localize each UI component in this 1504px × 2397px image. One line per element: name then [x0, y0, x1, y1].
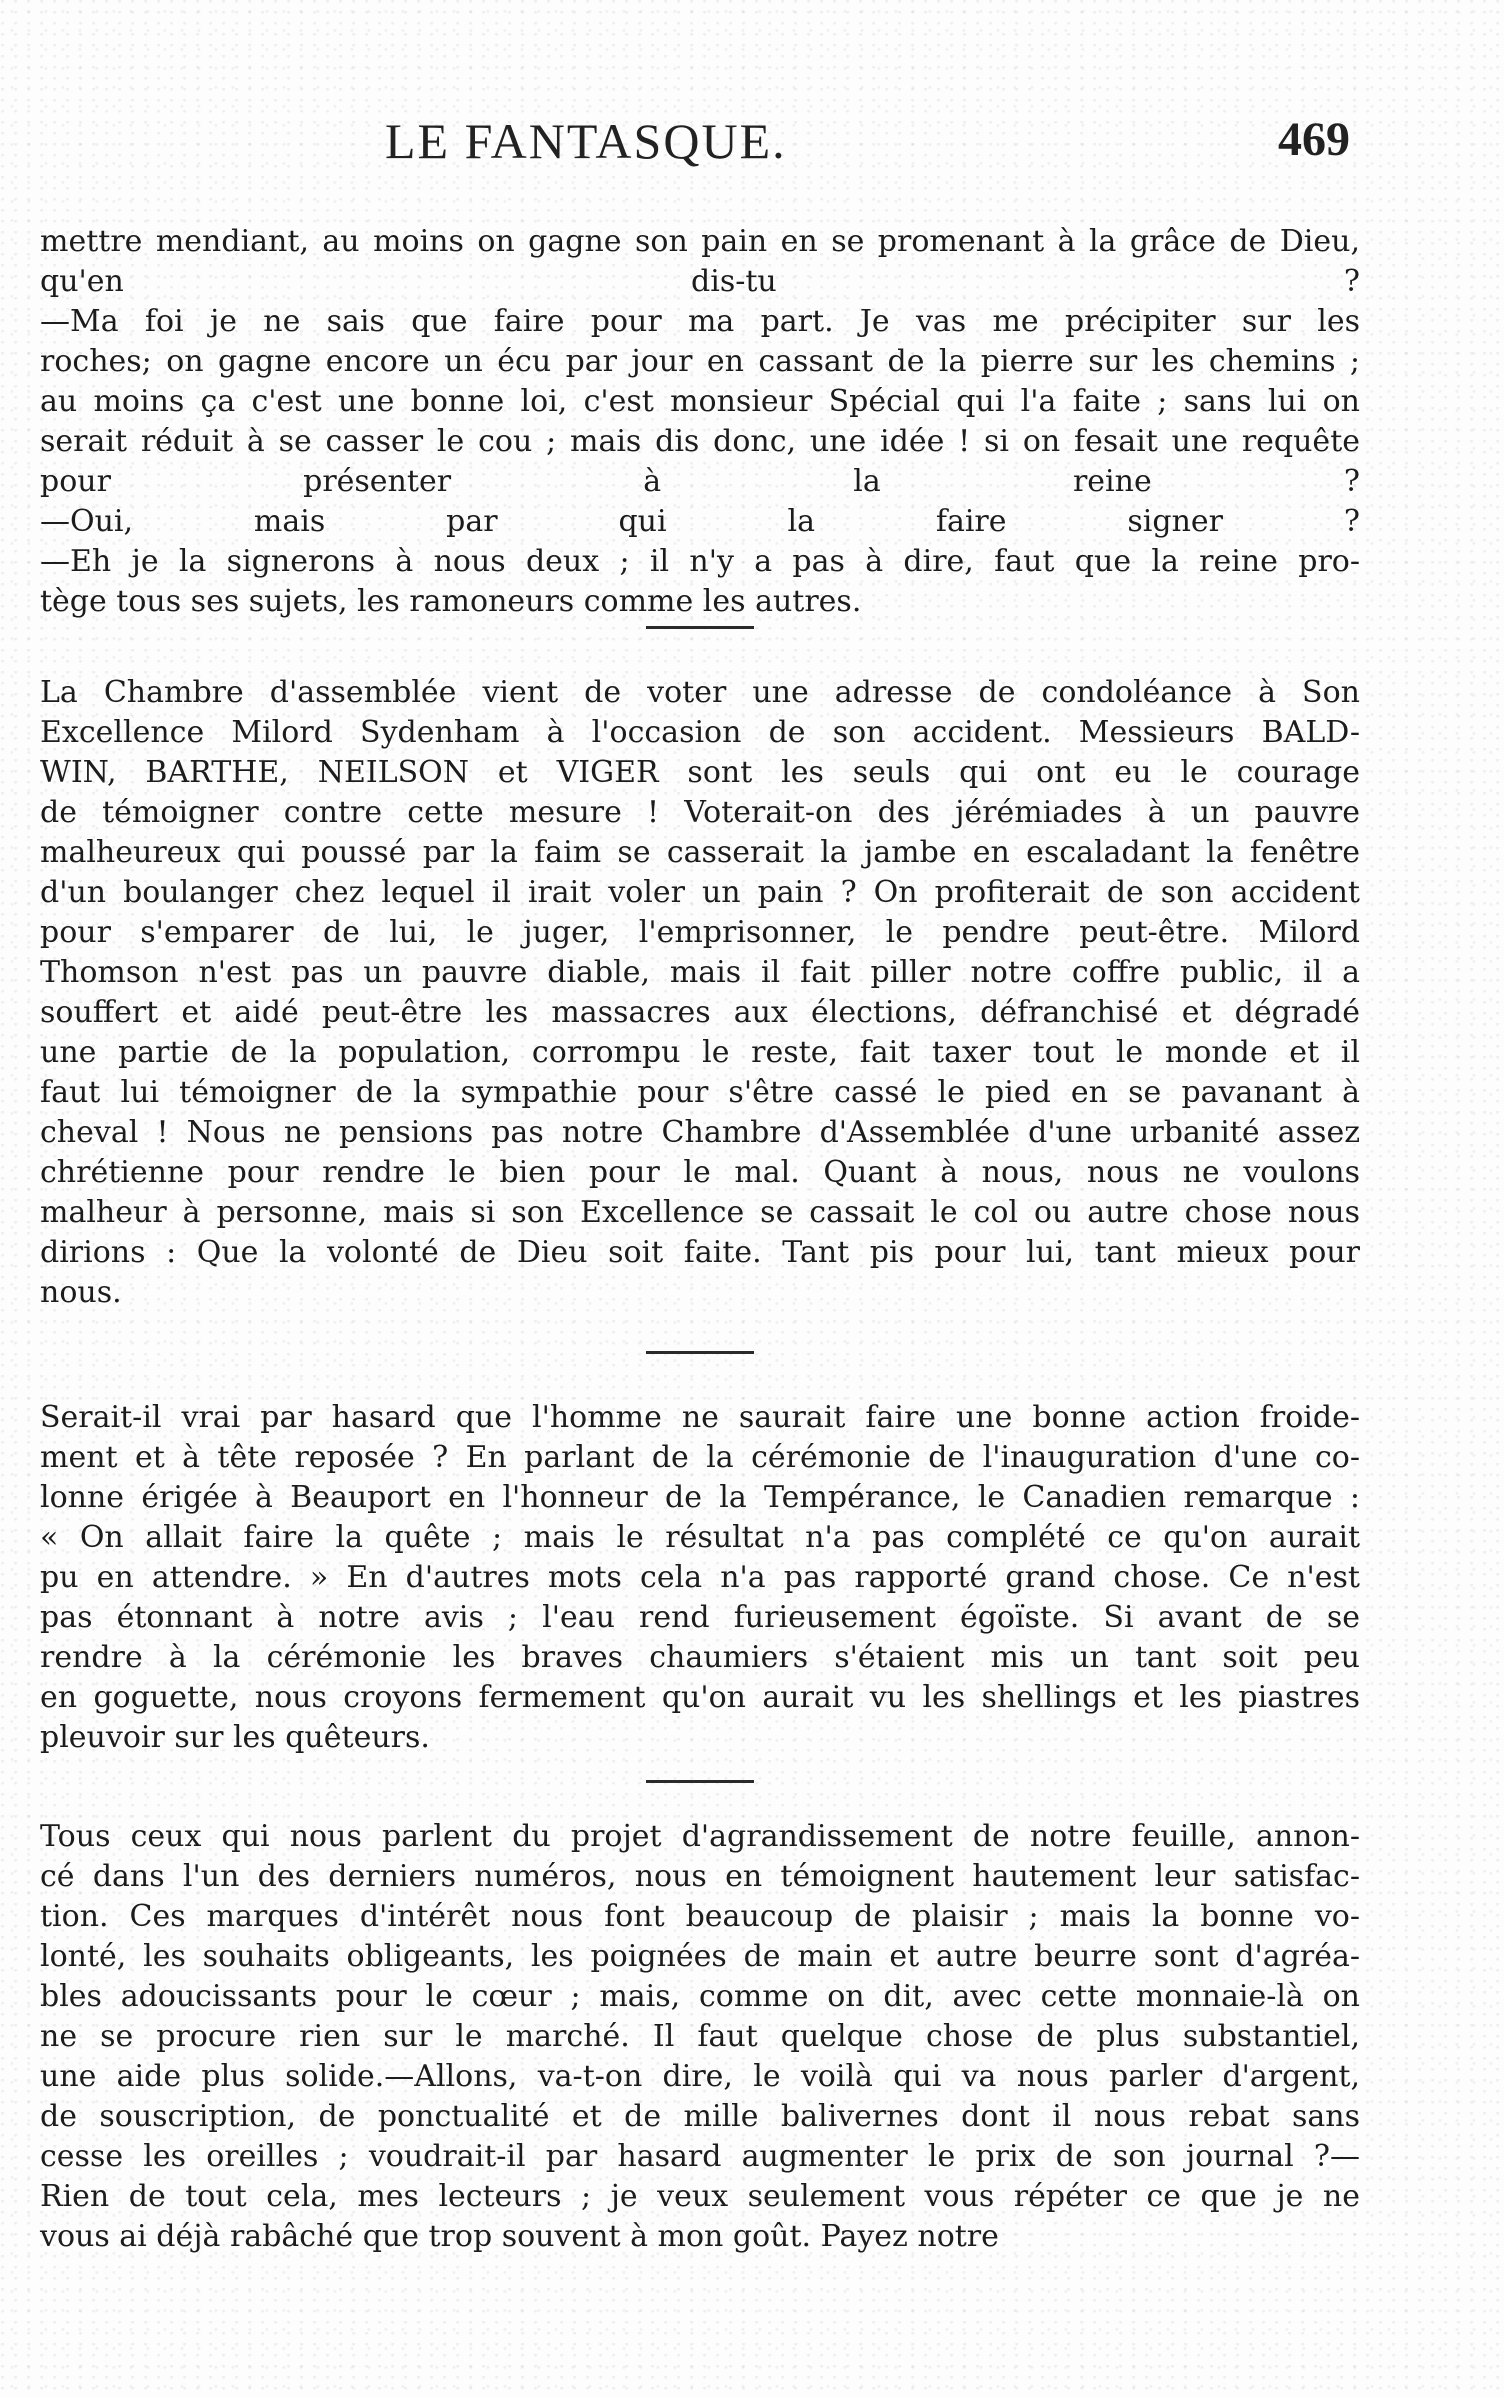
- text-line: chrétienne pour rendre le bien pour le mal. Quant à nous, nous ne voulons: [40, 1155, 1360, 1190]
- text-line: dirions : Que la volonté de Dieu soit faite. Tant pis pour lui, tant mieux pour: [40, 1235, 1360, 1270]
- text-line: « On allait faire la quête ; mais le résultat n'a pas complété ce qu'on aurait: [40, 1520, 1360, 1555]
- text-line: une partie de la population, corrompu le reste, fait taxer tout le monde et il: [40, 1035, 1360, 1070]
- text-line: malheur à personne, mais si son Excellence se cassait le col ou autre chose nous: [40, 1195, 1360, 1230]
- text-line: cé dans l'un des derniers numéros, nous en témoignent hautement leur satisfac-: [40, 1859, 1360, 1894]
- text-line: roches; on gagne encore un écu par jour en cassant de la pierre sur les chemins ;: [40, 344, 1360, 379]
- text-line: rendre à la cérémonie les braves chaumiers s'étaient mis un tant soit peu: [40, 1640, 1360, 1675]
- text-line: ne se procure rien sur le marché. Il faut quelque chose de plus substantiel,: [40, 2019, 1360, 2054]
- text-line: lonté, les souhaits obligeants, les poignées de main et autre beurre sont d'agréa-: [40, 1939, 1360, 1974]
- text-line: pu en attendre. » En d'autres mots cela n'a pas rapporté grand chose. Ce n'est: [40, 1560, 1360, 1595]
- text-line: —Ma foi je ne sais que faire pour ma part. Je vas me précipiter sur les: [40, 304, 1360, 339]
- temperance-paragraph: [40, 1398, 1360, 1758]
- running-title: LE FANTASQUE.: [385, 113, 787, 169]
- text-line: lonne érigée à Beauport en l'honneur de la Tempérance, le Canadien remarque :: [40, 1480, 1360, 1515]
- text-line: tège tous ses sujets, les ramoneurs comme les autres.: [40, 584, 862, 619]
- text-line: pleuvoir sur les quêteurs.: [40, 1720, 430, 1755]
- text-line: nous.: [40, 1275, 122, 1310]
- text-line: mettre mendiant, au moins on gagne son pain en se promenant à la grâce de Dieu,: [40, 224, 1360, 259]
- text-line: serait réduit à se casser le cou ; mais dis donc, une idée ! si on fesait une requête: [40, 424, 1360, 459]
- text-line: au moins ça c'est une bonne loi, c'est monsieur Spécial qui l'a faite ; sans lui on: [40, 384, 1360, 419]
- assembly-paragraph: [40, 673, 1360, 1313]
- text-line: ment et à tête reposée ? En parlant de la cérémonie de l'inauguration d'une co-: [40, 1440, 1360, 1475]
- text-line: WIN, BARTHE, NEILSON et VIGER sont les seuls qui ont eu le courage: [40, 755, 1360, 790]
- text-line: souffert et aidé peut-être les massacres aux élections, défranchisé et dégradé: [40, 995, 1360, 1030]
- section-rule: [646, 1351, 754, 1354]
- page-number: 469: [1278, 113, 1350, 166]
- text-line: Serait-il vrai par hasard que l'homme ne saurait faire une bonne action froide-: [40, 1400, 1360, 1435]
- text-line: La Chambre d'assemblée vient de voter une adresse de condoléance à Son: [40, 675, 1360, 710]
- text-line: malheureux qui poussé par la faim se casserait la jambe en escaladant la fenêtre: [40, 835, 1360, 870]
- text-line: vous ai déjà rabâché que trop souvent à mon goût. Payez notre: [40, 2219, 999, 2254]
- text-line: cesse les oreilles ; voudrait-il par hasard augmenter le prix de son journal ?—: [40, 2139, 1360, 2174]
- text-line: pour s'emparer de lui, le juger, l'emprisonner, le pendre peut-être. Milord: [40, 915, 1360, 950]
- text-line: en goguette, nous croyons fermement qu'on aurait vu les shellings et les piastres: [40, 1680, 1360, 1715]
- text-line: bles adoucissants pour le cœur ; mais, comme on dit, avec cette monnaie-là on: [40, 1979, 1360, 2014]
- text-line: de témoigner contre cette mesure ! Voterait-on des jérémiades à un pauvre: [40, 795, 1360, 830]
- text-line: d'un boulanger chez lequel il irait voler un pain ? On profiterait de son accident: [40, 875, 1360, 910]
- subscription-paragraph: [40, 1817, 1360, 2257]
- text-line: pas étonnant à notre avis ; l'eau rend furieusement égoïste. Si avant de se: [40, 1600, 1360, 1635]
- text-line: pour présenter à la reine ?: [40, 464, 1360, 499]
- text-line: tion. Ces marques d'intérêt nous font beaucoup de plaisir ; mais la bonne vo-: [40, 1899, 1360, 1934]
- dialogue-paragraph: [40, 222, 1360, 622]
- text-line: Thomson n'est pas un pauvre diable, mais il fait piller notre coffre public, il a: [40, 955, 1360, 990]
- page-header: [60, 112, 1350, 172]
- text-line: cheval ! Nous ne pensions pas notre Chambre d'Assemblée d'une urbanité assez: [40, 1115, 1360, 1150]
- text-line: —Eh je la signerons à nous deux ; il n'y a pas à dire, faut que la reine pro-: [40, 544, 1360, 579]
- text-line: Excellence Milord Sydenham à l'occasion de son accident. Messieurs BALD-: [40, 715, 1360, 750]
- text-line: qu'en dis-tu ?: [40, 264, 1360, 299]
- text-line: faut lui témoigner de la sympathie pour s'être cassé le pied en se pavanant à: [40, 1075, 1360, 1110]
- text-line: une aide plus solide.—Allons, va-t-on dire, le voilà qui va nous parler d'argent,: [40, 2059, 1360, 2094]
- text-line: Rien de tout cela, mes lecteurs ; je veux seulement vous répéter ce que je ne: [40, 2179, 1360, 2214]
- text-line: —Oui, mais par qui la faire signer ?: [40, 504, 1360, 539]
- article-body: [40, 222, 1360, 2257]
- section-rule: [646, 1780, 754, 1783]
- text-line: de souscription, de ponctualité et de mille balivernes dont il nous rebat sans: [40, 2099, 1360, 2134]
- section-rule: [646, 626, 754, 629]
- text-line: Tous ceux qui nous parlent du projet d'agrandissement de notre feuille, annon-: [40, 1819, 1360, 1854]
